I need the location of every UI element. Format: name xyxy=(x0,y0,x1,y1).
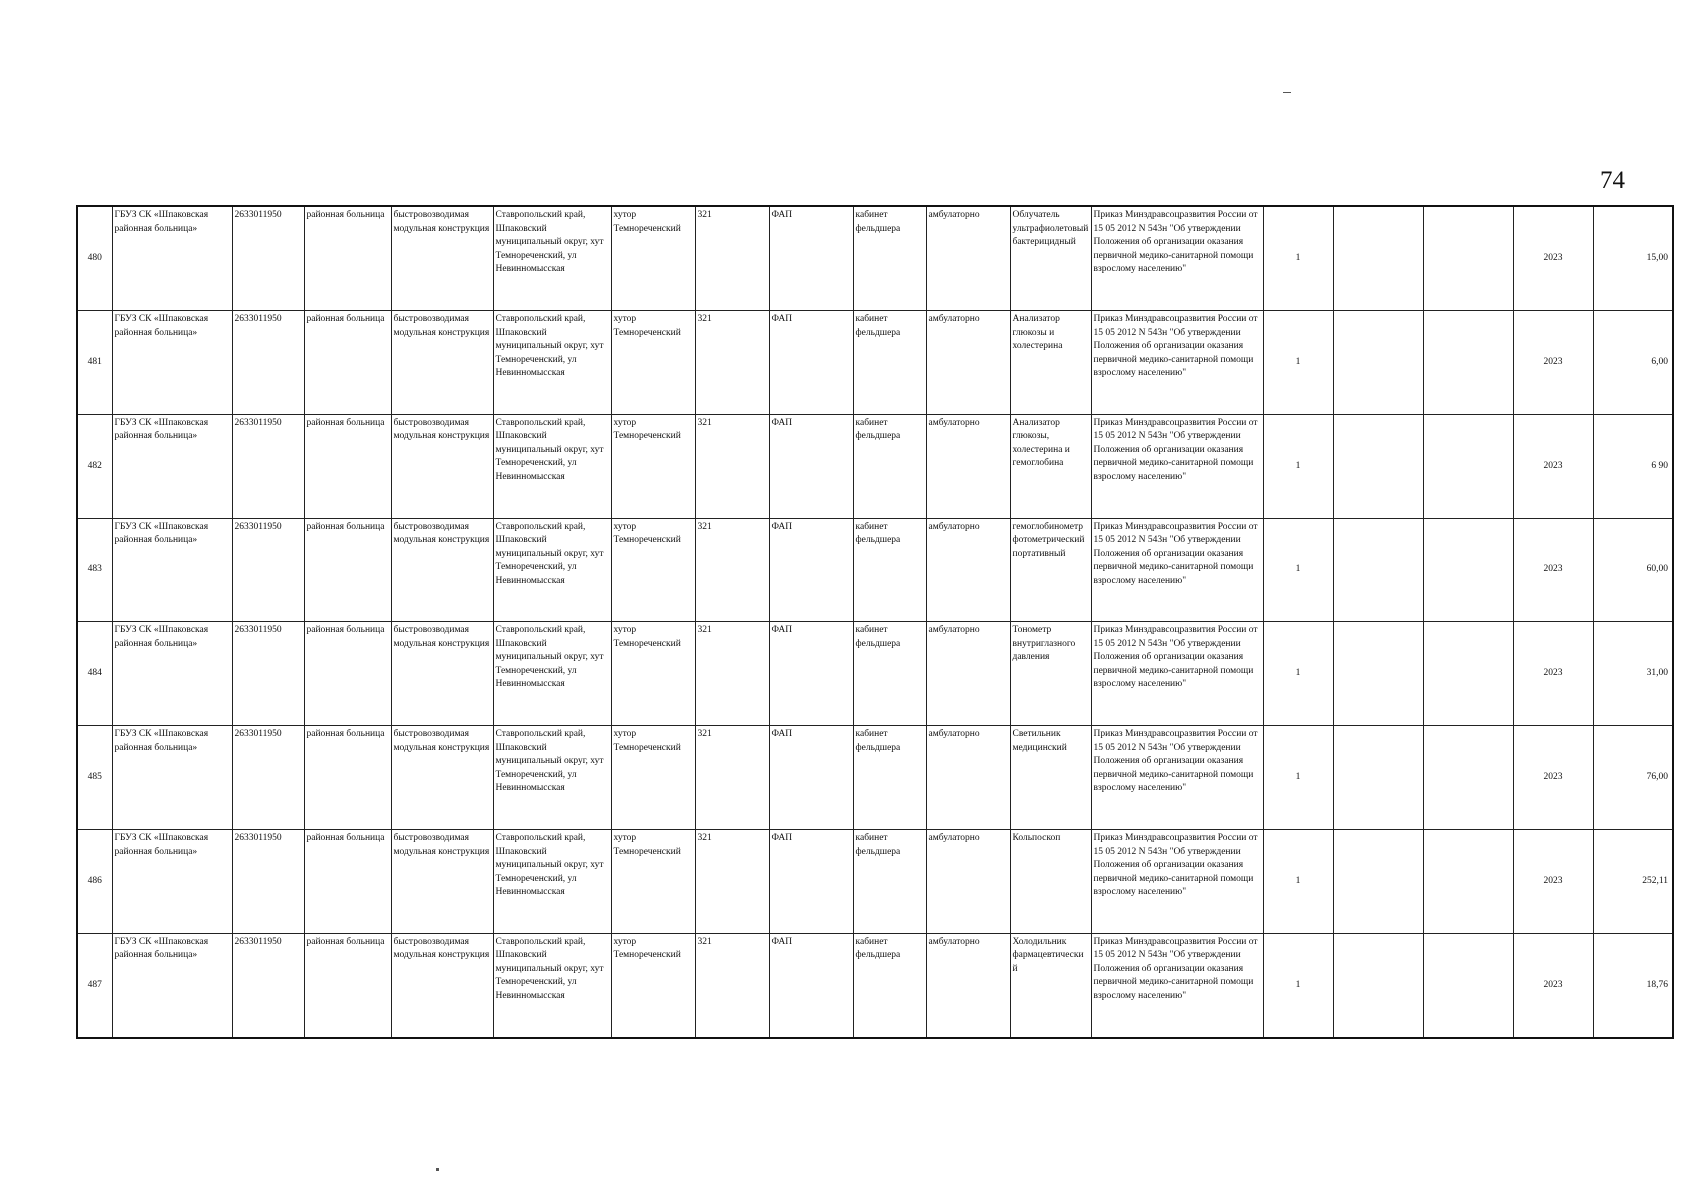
quantity-cell: 1 xyxy=(1263,726,1333,830)
care-mode-cell: амбулаторно xyxy=(926,518,1010,622)
inn-cell: 2633011950 xyxy=(232,933,304,1038)
care-mode-cell: амбулаторно xyxy=(926,311,1010,415)
address-cell: Ставропольский край, Шпаковский муниципальный округ, хут Темнореченский, ул Невинномысская xyxy=(493,414,611,518)
year-cell: 2023 xyxy=(1513,933,1593,1038)
quantity-cell: 1 xyxy=(1263,933,1333,1038)
empty-cell xyxy=(1333,206,1423,311)
quantity-cell: 1 xyxy=(1263,830,1333,934)
row-number: 481 xyxy=(77,311,112,415)
care-mode-cell: амбулаторно xyxy=(926,830,1010,934)
order-reference-cell: Приказ Минздравсоцразвития России от 15 05 2012 N 543н "Об утверждении Положения об организации оказания первичной медико-санитарной помощи взрослому населению" xyxy=(1091,414,1263,518)
amount-cell: 252,11 xyxy=(1593,830,1673,934)
facility-type-cell: районная больница xyxy=(304,830,391,934)
address-cell: Ставропольский край, Шпаковский муниципальный округ, хут Темнореченский, ул Невинномысская xyxy=(493,726,611,830)
equipment-cell: гемоглобинометр фотометрический портативный xyxy=(1010,518,1091,622)
organization-cell: ГБУЗ СК «Шпаковская районная больница» xyxy=(112,206,232,311)
equipment-cell: Холодильник фармацевтический xyxy=(1010,933,1091,1038)
amount-cell: 31,00 xyxy=(1593,622,1673,726)
settlement-cell: хутор Темнореченский xyxy=(611,933,695,1038)
construction-cell: быстровозводимая модульная конструкция xyxy=(391,518,493,622)
room-cell: кабинет фельдшера xyxy=(853,206,926,311)
population-cell: 321 xyxy=(695,622,769,726)
empty-cell xyxy=(1333,830,1423,934)
order-reference-cell: Приказ Минздравсоцразвития России от 15 05 2012 N 543н "Об утверждении Положения об организации оказания первичной медико-санитарной помощи взрослому населению" xyxy=(1091,518,1263,622)
address-cell: Ставропольский край, Шпаковский муниципальный округ, хут Темнореченский, ул Невинномысская xyxy=(493,518,611,622)
room-cell: кабинет фельдшера xyxy=(853,518,926,622)
amount-cell: 15,00 xyxy=(1593,206,1673,311)
address-cell: Ставропольский край, Шпаковский муниципальный округ, хут Темнореченский, ул Невинномысская xyxy=(493,830,611,934)
facility-type-cell: районная больница xyxy=(304,414,391,518)
population-cell: 321 xyxy=(695,830,769,934)
unit-cell: ФАП xyxy=(769,933,853,1038)
year-cell: 2023 xyxy=(1513,830,1593,934)
quantity-cell: 1 xyxy=(1263,518,1333,622)
table-row xyxy=(77,311,1673,415)
empty-cell xyxy=(1423,414,1513,518)
construction-cell: быстровозводимая модульная конструкция xyxy=(391,622,493,726)
inn-cell: 2633011950 xyxy=(232,414,304,518)
unit-cell: ФАП xyxy=(769,622,853,726)
equipment-cell: Тонометр внутриглазного давления xyxy=(1010,622,1091,726)
order-reference-cell: Приказ Минздравсоцразвития России от 15 05 2012 N 543н "Об утверждении Положения об организации оказания первичной медико-санитарной помощи взрослому населению" xyxy=(1091,206,1263,311)
address-cell: Ставропольский край, Шпаковский муниципальный округ, хут Темнореченский, ул Невинномысская xyxy=(493,622,611,726)
row-number: 482 xyxy=(77,414,112,518)
amount-cell: 18,76 xyxy=(1593,933,1673,1038)
quantity-cell: 1 xyxy=(1263,414,1333,518)
year-cell: 2023 xyxy=(1513,414,1593,518)
settlement-cell: хутор Темнореченский xyxy=(611,726,695,830)
row-number: 480 xyxy=(77,206,112,311)
construction-cell: быстровозводимая модульная конструкция xyxy=(391,830,493,934)
population-cell: 321 xyxy=(695,414,769,518)
address-cell: Ставропольский край, Шпаковский муниципальный округ, хут Темнореченский, ул Невинномысская xyxy=(493,206,611,311)
room-cell: кабинет фельдшера xyxy=(853,830,926,934)
address-cell: Ставропольский край, Шпаковский муниципальный округ, хут Темнореченский, ул Невинномысская xyxy=(493,311,611,415)
empty-cell xyxy=(1333,622,1423,726)
empty-cell xyxy=(1423,933,1513,1038)
empty-cell xyxy=(1333,414,1423,518)
scan-speck xyxy=(436,1168,439,1171)
address-cell: Ставропольский край, Шпаковский муниципальный округ, хут Темнореченский, ул Невинномысская xyxy=(493,933,611,1038)
table-row xyxy=(77,622,1673,726)
empty-cell xyxy=(1333,933,1423,1038)
empty-cell xyxy=(1333,518,1423,622)
room-cell: кабинет фельдшера xyxy=(853,622,926,726)
organization-cell: ГБУЗ СК «Шпаковская районная больница» xyxy=(112,518,232,622)
organization-cell: ГБУЗ СК «Шпаковская районная больница» xyxy=(112,933,232,1038)
row-number: 487 xyxy=(77,933,112,1038)
table-row xyxy=(77,830,1673,934)
scan-speck xyxy=(1283,92,1291,93)
equipment-registry-table xyxy=(76,205,1674,1039)
care-mode-cell: амбулаторно xyxy=(926,622,1010,726)
amount-cell: 6 90 xyxy=(1593,414,1673,518)
population-cell: 321 xyxy=(695,933,769,1038)
row-number: 485 xyxy=(77,726,112,830)
population-cell: 321 xyxy=(695,206,769,311)
row-number: 486 xyxy=(77,830,112,934)
population-cell: 321 xyxy=(695,726,769,830)
order-reference-cell: Приказ Минздравсоцразвития России от 15 05 2012 N 543н "Об утверждении Положения об организации оказания первичной медико-санитарной помощи взрослому населению" xyxy=(1091,726,1263,830)
unit-cell: ФАП xyxy=(769,726,853,830)
facility-type-cell: районная больница xyxy=(304,206,391,311)
care-mode-cell: амбулаторно xyxy=(926,726,1010,830)
equipment-cell: Анализатор глюкозы и холестерина xyxy=(1010,311,1091,415)
settlement-cell: хутор Темнореченский xyxy=(611,518,695,622)
order-reference-cell: Приказ Минздравсоцразвития России от 15 05 2012 N 543н "Об утверждении Положения об организации оказания первичной медико-санитарной помощи взрослому населению" xyxy=(1091,830,1263,934)
table-row xyxy=(77,206,1673,311)
unit-cell: ФАП xyxy=(769,414,853,518)
table-row xyxy=(77,726,1673,830)
facility-type-cell: районная больница xyxy=(304,726,391,830)
settlement-cell: хутор Темнореченский xyxy=(611,311,695,415)
year-cell: 2023 xyxy=(1513,206,1593,311)
quantity-cell: 1 xyxy=(1263,622,1333,726)
construction-cell: быстровозводимая модульная конструкция xyxy=(391,414,493,518)
year-cell: 2023 xyxy=(1513,518,1593,622)
empty-cell xyxy=(1423,622,1513,726)
room-cell: кабинет фельдшера xyxy=(853,414,926,518)
table-row xyxy=(77,518,1673,622)
quantity-cell: 1 xyxy=(1263,311,1333,415)
amount-cell: 6,00 xyxy=(1593,311,1673,415)
row-number: 483 xyxy=(77,518,112,622)
order-reference-cell: Приказ Минздравсоцразвития России от 15 05 2012 N 543н "Об утверждении Положения об организации оказания первичной медико-санитарной помощи взрослому населению" xyxy=(1091,311,1263,415)
year-cell: 2023 xyxy=(1513,622,1593,726)
empty-cell xyxy=(1423,311,1513,415)
room-cell: кабинет фельдшера xyxy=(853,311,926,415)
organization-cell: ГБУЗ СК «Шпаковская районная больница» xyxy=(112,622,232,726)
organization-cell: ГБУЗ СК «Шпаковская районная больница» xyxy=(112,311,232,415)
inn-cell: 2633011950 xyxy=(232,622,304,726)
settlement-cell: хутор Темнореченский xyxy=(611,414,695,518)
organization-cell: ГБУЗ СК «Шпаковская районная больница» xyxy=(112,830,232,934)
organization-cell: ГБУЗ СК «Шпаковская районная больница» xyxy=(112,414,232,518)
order-reference-cell: Приказ Минздравсоцразвития России от 15 05 2012 N 543н "Об утверждении Положения об организации оказания первичной медико-санитарной помощи взрослому населению" xyxy=(1091,933,1263,1038)
facility-type-cell: районная больница xyxy=(304,622,391,726)
population-cell: 321 xyxy=(695,518,769,622)
care-mode-cell: амбулаторно xyxy=(926,414,1010,518)
inn-cell: 2633011950 xyxy=(232,311,304,415)
table-body xyxy=(77,206,1673,1038)
quantity-cell: 1 xyxy=(1263,206,1333,311)
construction-cell: быстровозводимая модульная конструкция xyxy=(391,206,493,311)
care-mode-cell: амбулаторно xyxy=(926,933,1010,1038)
facility-type-cell: районная больница xyxy=(304,311,391,415)
facility-type-cell: районная больница xyxy=(304,518,391,622)
order-reference-cell: Приказ Минздравсоцразвития России от 15 05 2012 N 543н "Об утверждении Положения об организации оказания первичной медико-санитарной помощи взрослому населению" xyxy=(1091,622,1263,726)
empty-cell xyxy=(1423,206,1513,311)
empty-cell xyxy=(1423,726,1513,830)
unit-cell: ФАП xyxy=(769,311,853,415)
settlement-cell: хутор Темнореченский xyxy=(611,622,695,726)
inn-cell: 2633011950 xyxy=(232,726,304,830)
settlement-cell: хутор Темнореченский xyxy=(611,206,695,311)
empty-cell xyxy=(1423,830,1513,934)
construction-cell: быстровозводимая модульная конструкция xyxy=(391,311,493,415)
empty-cell xyxy=(1423,518,1513,622)
room-cell: кабинет фельдшера xyxy=(853,726,926,830)
care-mode-cell: амбулаторно xyxy=(926,206,1010,311)
row-number: 484 xyxy=(77,622,112,726)
page-number: 74 xyxy=(1600,167,1625,194)
unit-cell: ФАП xyxy=(769,518,853,622)
empty-cell xyxy=(1333,311,1423,415)
construction-cell: быстровозводимая модульная конструкция xyxy=(391,933,493,1038)
equipment-cell: Анализатор глюкозы, холестерина и гемоглобина xyxy=(1010,414,1091,518)
organization-cell: ГБУЗ СК «Шпаковская районная больница» xyxy=(112,726,232,830)
year-cell: 2023 xyxy=(1513,726,1593,830)
room-cell: кабинет фельдшера xyxy=(853,933,926,1038)
facility-type-cell: районная больница xyxy=(304,933,391,1038)
table-row xyxy=(77,414,1673,518)
inn-cell: 2633011950 xyxy=(232,518,304,622)
equipment-cell: Светильник медицинский xyxy=(1010,726,1091,830)
table-row xyxy=(77,933,1673,1038)
unit-cell: ФАП xyxy=(769,206,853,311)
equipment-cell: Облучатель ультрафиолетовый бактерицидный xyxy=(1010,206,1091,311)
year-cell: 2023 xyxy=(1513,311,1593,415)
construction-cell: быстровозводимая модульная конструкция xyxy=(391,726,493,830)
empty-cell xyxy=(1333,726,1423,830)
amount-cell: 76,00 xyxy=(1593,726,1673,830)
inn-cell: 2633011950 xyxy=(232,830,304,934)
population-cell: 321 xyxy=(695,311,769,415)
unit-cell: ФАП xyxy=(769,830,853,934)
equipment-cell: Кольпоскоп xyxy=(1010,830,1091,934)
settlement-cell: хутор Темнореченский xyxy=(611,830,695,934)
inn-cell: 2633011950 xyxy=(232,206,304,311)
amount-cell: 60,00 xyxy=(1593,518,1673,622)
